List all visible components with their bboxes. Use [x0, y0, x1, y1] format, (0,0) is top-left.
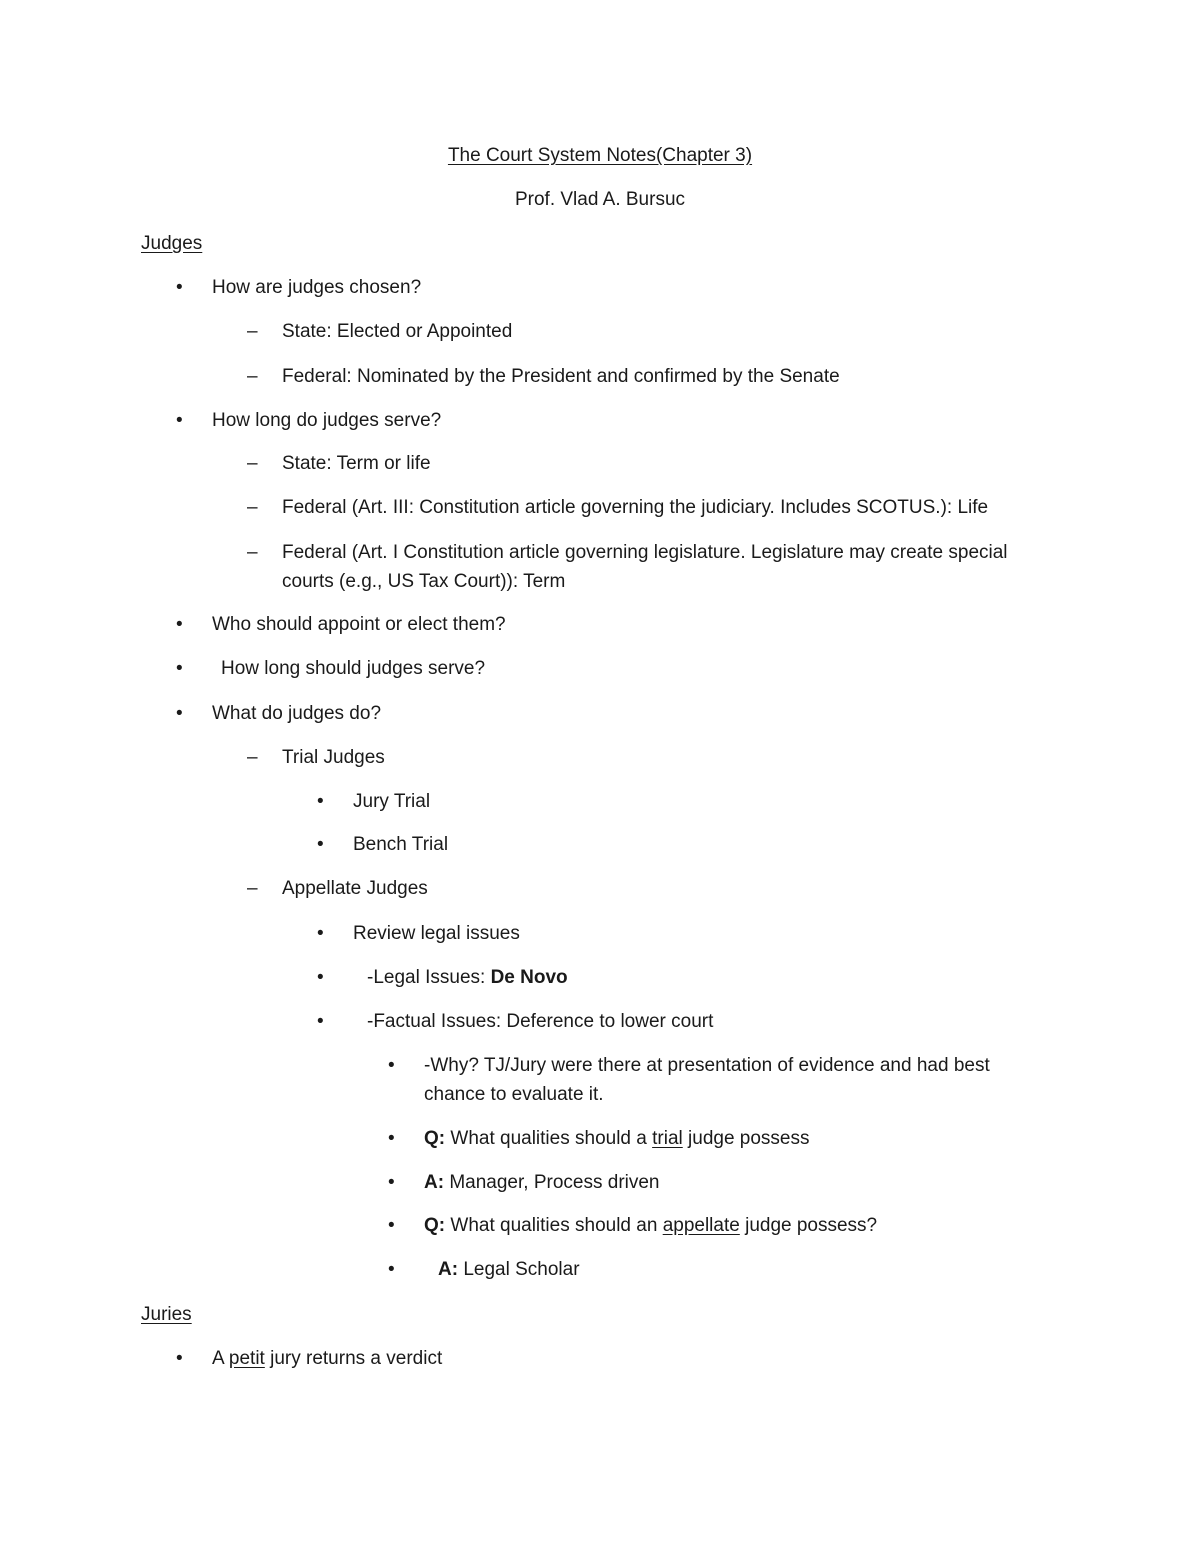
- list-item: Who should appoint or elect them?: [212, 614, 506, 635]
- bullet-marker: •: [176, 614, 183, 635]
- list-item: Federal (Art. I Constitution article governing legislature. Legislature may create special: [282, 542, 1008, 563]
- list-item-continuation: courts (e.g., US Tax Court)): Term: [282, 571, 566, 592]
- bullet-marker: •: [388, 1215, 395, 1236]
- list-item: [424, 1127, 810, 1151]
- list-item: State: Elected or Appointed: [282, 321, 513, 342]
- bullet-marker: •: [317, 834, 324, 855]
- list-item-continuation: chance to evaluate it.: [424, 1084, 604, 1105]
- section-heading-judges: Judges: [141, 233, 203, 254]
- dash-marker: –: [247, 747, 258, 768]
- question-text: What qualities should an: [445, 1215, 663, 1236]
- question-text: judge possess?: [739, 1215, 878, 1236]
- list-item: How long should judges serve?: [221, 658, 486, 679]
- list-item: [424, 1214, 877, 1238]
- dash-marker: –: [247, 453, 258, 474]
- answer-label: A:: [424, 1172, 445, 1193]
- bullet-marker: •: [176, 1348, 183, 1369]
- bullet-marker: •: [317, 791, 324, 812]
- answer-label: A:: [438, 1259, 459, 1280]
- question-label: Q:: [424, 1215, 446, 1236]
- bullet-marker: •: [388, 1259, 395, 1280]
- section-heading-juries: Juries: [141, 1304, 192, 1325]
- juries-text: A: [212, 1348, 229, 1369]
- dash-marker: –: [247, 321, 258, 342]
- author: Prof. Vlad A. Bursuc: [514, 189, 686, 210]
- list-item: How long do judges serve?: [212, 410, 442, 431]
- question-text: What qualities should a: [445, 1128, 653, 1149]
- list-item: [367, 966, 568, 990]
- dash-marker: –: [247, 878, 258, 899]
- underlined-term: appellate: [662, 1215, 740, 1236]
- list-item: Review legal issues: [353, 923, 520, 944]
- bullet-marker: •: [388, 1055, 395, 1076]
- list-item: Appellate Judges: [282, 878, 428, 899]
- bullet-marker: •: [176, 277, 183, 298]
- dash-marker: –: [247, 497, 258, 518]
- list-item: How are judges chosen?: [212, 277, 422, 298]
- list-item: Bench Trial: [353, 834, 449, 855]
- list-item: Trial Judges: [282, 747, 385, 768]
- bullet-marker: •: [388, 1172, 395, 1193]
- list-item: What do judges do?: [212, 703, 382, 724]
- bullet-marker: •: [176, 410, 183, 431]
- list-item: [212, 1347, 442, 1371]
- list-item: [424, 1171, 660, 1195]
- bullet-marker: •: [176, 703, 183, 724]
- list-item: Federal: Nominated by the President and confirmed by the Senate: [282, 366, 840, 387]
- question-label: Q:: [424, 1128, 446, 1149]
- bullet-marker: •: [176, 658, 183, 679]
- juries-text: jury returns a verdict: [264, 1348, 443, 1369]
- list-item: -Factual Issues: Deference to lower court: [367, 1011, 714, 1032]
- list-item: [438, 1258, 580, 1282]
- underlined-term: trial: [652, 1128, 683, 1149]
- bullet-marker: •: [317, 1011, 324, 1032]
- page-title: The Court System Notes(Chapter 3): [447, 145, 753, 166]
- list-item: Federal (Art. III: Constitution article governing the judiciary. Includes SCOTUS.): Life: [282, 497, 989, 518]
- answer-text: Manager, Process driven: [444, 1172, 660, 1193]
- dash-marker: –: [247, 366, 258, 387]
- list-item: State: Term or life: [282, 453, 431, 474]
- list-item: -Why? TJ/Jury were there at presentation of evidence and had best: [424, 1055, 990, 1076]
- underlined-term: petit: [228, 1348, 265, 1369]
- legal-issues-label: -Legal Issues:: [367, 967, 491, 988]
- list-item: Jury Trial: [353, 791, 431, 812]
- bullet-marker: •: [388, 1128, 395, 1149]
- de-novo-value: De Novo: [490, 967, 568, 988]
- answer-text: Legal Scholar: [458, 1259, 580, 1280]
- dash-marker: –: [247, 542, 258, 563]
- question-text: judge possess: [682, 1128, 810, 1149]
- bullet-marker: •: [317, 923, 324, 944]
- bullet-marker: •: [317, 967, 324, 988]
